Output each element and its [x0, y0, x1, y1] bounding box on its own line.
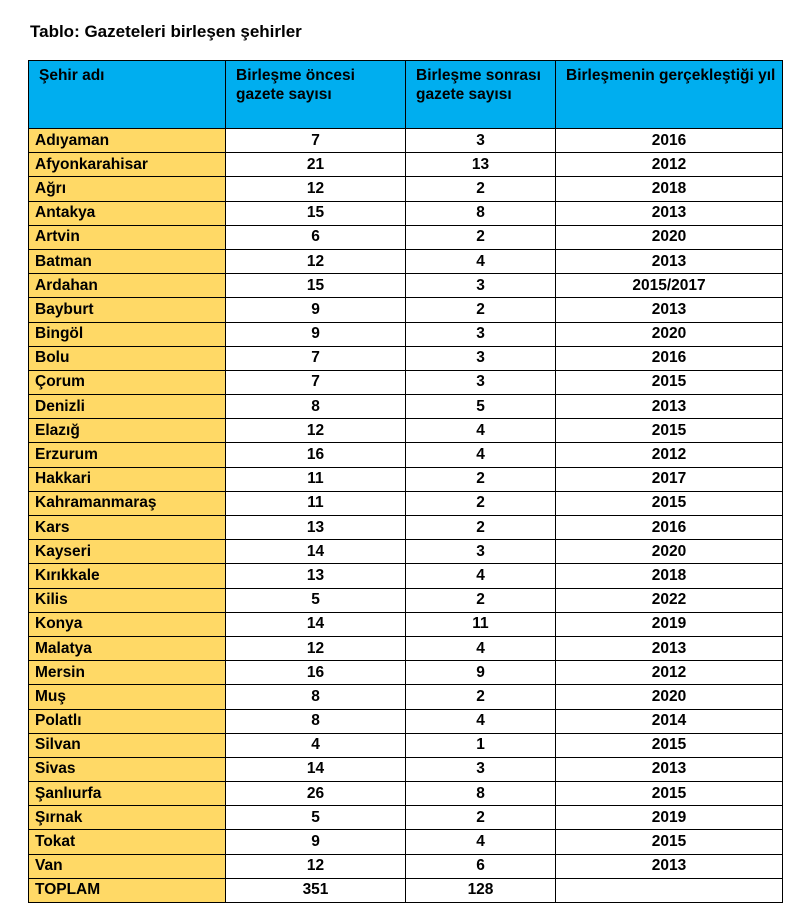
cell-before: 14: [226, 540, 406, 564]
cell-city: Batman: [29, 249, 226, 273]
cell-after: 9: [406, 661, 556, 685]
cell-year: 2012: [556, 661, 783, 685]
cell-year: 2015/2017: [556, 274, 783, 298]
table-row: [29, 782, 783, 806]
table-row: [29, 564, 783, 588]
cell-city: Bingöl: [29, 322, 226, 346]
total-city: TOPLAM: [29, 878, 226, 902]
table-row: [29, 298, 783, 322]
cell-city: Ağrı: [29, 177, 226, 201]
cell-year: 2015: [556, 419, 783, 443]
cell-before: 5: [226, 588, 406, 612]
cell-after: 4: [406, 709, 556, 733]
table-row: [29, 854, 783, 878]
table-row: [29, 274, 783, 298]
cell-after: 3: [406, 540, 556, 564]
table-row: [29, 588, 783, 612]
cell-city: Kahramanmaraş: [29, 491, 226, 515]
table-header-row: [29, 61, 783, 129]
cell-after: 4: [406, 419, 556, 443]
cell-city: Van: [29, 854, 226, 878]
cell-year: 2020: [556, 685, 783, 709]
cell-year: 2018: [556, 564, 783, 588]
table-row: [29, 177, 783, 201]
table-row: [29, 249, 783, 273]
cell-after: 4: [406, 830, 556, 854]
cell-city: Sivas: [29, 757, 226, 781]
cell-before: 16: [226, 661, 406, 685]
cell-city: Şanlıurfa: [29, 782, 226, 806]
cell-year: 2012: [556, 153, 783, 177]
cell-after: 2: [406, 491, 556, 515]
cell-after: 2: [406, 685, 556, 709]
cell-year: 2015: [556, 370, 783, 394]
cell-city: Kırıkkale: [29, 564, 226, 588]
table-row: [29, 685, 783, 709]
cell-after: 6: [406, 854, 556, 878]
table-row: [29, 443, 783, 467]
table-row: [29, 395, 783, 419]
total-row: [29, 878, 783, 902]
cell-before: 4: [226, 733, 406, 757]
cell-before: 26: [226, 782, 406, 806]
cell-year: 2017: [556, 467, 783, 491]
cell-year: 2013: [556, 395, 783, 419]
cell-before: 12: [226, 636, 406, 660]
cell-city: Kars: [29, 516, 226, 540]
table-row: [29, 612, 783, 636]
cell-city: Artvin: [29, 225, 226, 249]
table-row: [29, 153, 783, 177]
cell-city: Antakya: [29, 201, 226, 225]
header-after: Birleşme sonrası gazete sayısı: [406, 61, 556, 129]
cell-city: Bayburt: [29, 298, 226, 322]
cell-year: 2020: [556, 225, 783, 249]
cell-year: 2020: [556, 540, 783, 564]
table-row: [29, 636, 783, 660]
cell-after: 5: [406, 395, 556, 419]
cell-after: 3: [406, 757, 556, 781]
cell-year: 2013: [556, 249, 783, 273]
cell-after: 8: [406, 782, 556, 806]
cell-after: 13: [406, 153, 556, 177]
cell-before: 16: [226, 443, 406, 467]
cell-before: 7: [226, 370, 406, 394]
cell-before: 14: [226, 757, 406, 781]
cell-year: 2015: [556, 491, 783, 515]
cell-before: 13: [226, 564, 406, 588]
cell-city: Mersin: [29, 661, 226, 685]
cell-after: 4: [406, 249, 556, 273]
cell-year: 2015: [556, 733, 783, 757]
total-after: 128: [406, 878, 556, 902]
cell-after: 8: [406, 201, 556, 225]
cell-year: 2013: [556, 636, 783, 660]
cell-city: Tokat: [29, 830, 226, 854]
table-row: [29, 733, 783, 757]
cell-after: 2: [406, 298, 556, 322]
cell-year: 2015: [556, 830, 783, 854]
table-row: [29, 830, 783, 854]
cell-after: 3: [406, 129, 556, 153]
cities-table: [28, 60, 783, 903]
cell-after: 3: [406, 370, 556, 394]
cell-after: 2: [406, 467, 556, 491]
cell-before: 5: [226, 806, 406, 830]
cell-after: 2: [406, 806, 556, 830]
total-year: [556, 878, 783, 902]
cell-before: 12: [226, 854, 406, 878]
cell-year: 2016: [556, 346, 783, 370]
cell-year: 2013: [556, 201, 783, 225]
cell-city: Kayseri: [29, 540, 226, 564]
cell-before: 8: [226, 685, 406, 709]
cell-after: 3: [406, 274, 556, 298]
cell-after: 2: [406, 588, 556, 612]
cell-year: 2013: [556, 854, 783, 878]
cell-year: 2018: [556, 177, 783, 201]
cell-before: 9: [226, 298, 406, 322]
cell-city: Adıyaman: [29, 129, 226, 153]
cell-after: 4: [406, 636, 556, 660]
cell-city: Kilis: [29, 588, 226, 612]
table-body: [29, 129, 783, 903]
table-row: [29, 709, 783, 733]
cell-city: Çorum: [29, 370, 226, 394]
cell-before: 11: [226, 491, 406, 515]
cell-city: Malatya: [29, 636, 226, 660]
cell-before: 12: [226, 177, 406, 201]
header-before: Birleşme öncesi gazete sayısı: [226, 61, 406, 129]
table-row: [29, 419, 783, 443]
cell-city: Erzurum: [29, 443, 226, 467]
cell-after: 3: [406, 322, 556, 346]
table-row: [29, 370, 783, 394]
cell-year: 2022: [556, 588, 783, 612]
table-row: [29, 201, 783, 225]
cell-before: 8: [226, 709, 406, 733]
cell-before: 6: [226, 225, 406, 249]
cell-after: 1: [406, 733, 556, 757]
cell-before: 14: [226, 612, 406, 636]
cell-city: Muş: [29, 685, 226, 709]
cell-city: Hakkari: [29, 467, 226, 491]
cell-year: 2019: [556, 612, 783, 636]
table-row: [29, 322, 783, 346]
cell-before: 15: [226, 274, 406, 298]
cell-after: 2: [406, 516, 556, 540]
cell-city: Elazığ: [29, 419, 226, 443]
cell-city: Ardahan: [29, 274, 226, 298]
cell-year: 2016: [556, 129, 783, 153]
cell-year: 2014: [556, 709, 783, 733]
cell-after: 2: [406, 177, 556, 201]
cell-before: 11: [226, 467, 406, 491]
cell-after: 3: [406, 346, 556, 370]
cell-city: Polatlı: [29, 709, 226, 733]
table-row: [29, 516, 783, 540]
cell-city: Denizli: [29, 395, 226, 419]
table-row: [29, 806, 783, 830]
cell-year: 2013: [556, 757, 783, 781]
cell-after: 11: [406, 612, 556, 636]
table-row: [29, 661, 783, 685]
cell-before: 12: [226, 419, 406, 443]
total-before: 351: [226, 878, 406, 902]
header-year: Birleşmenin gerçekleştiği yıl: [556, 61, 783, 129]
cell-after: 4: [406, 564, 556, 588]
cell-year: 2020: [556, 322, 783, 346]
table-row: [29, 757, 783, 781]
page-title: Tablo: Gazeteleri birleşen şehirler: [30, 22, 302, 41]
cell-city: Silvan: [29, 733, 226, 757]
cell-city: Bolu: [29, 346, 226, 370]
cell-before: 12: [226, 249, 406, 273]
table-row: [29, 540, 783, 564]
cell-before: 8: [226, 395, 406, 419]
cell-before: 9: [226, 830, 406, 854]
cell-year: 2013: [556, 298, 783, 322]
table-row: [29, 491, 783, 515]
cell-city: Şırnak: [29, 806, 226, 830]
cell-before: 7: [226, 129, 406, 153]
cell-year: 2012: [556, 443, 783, 467]
cell-before: 15: [226, 201, 406, 225]
table-row: [29, 129, 783, 153]
cell-after: 2: [406, 225, 556, 249]
cell-after: 4: [406, 443, 556, 467]
table-row: [29, 467, 783, 491]
header-city: Şehir adı: [29, 61, 226, 129]
table-row: [29, 346, 783, 370]
cell-before: 9: [226, 322, 406, 346]
cell-before: 7: [226, 346, 406, 370]
cell-before: 13: [226, 516, 406, 540]
cell-year: 2016: [556, 516, 783, 540]
cell-city: Konya: [29, 612, 226, 636]
cell-year: 2015: [556, 782, 783, 806]
table-row: [29, 225, 783, 249]
cell-before: 21: [226, 153, 406, 177]
cell-city: Afyonkarahisar: [29, 153, 226, 177]
cell-year: 2019: [556, 806, 783, 830]
